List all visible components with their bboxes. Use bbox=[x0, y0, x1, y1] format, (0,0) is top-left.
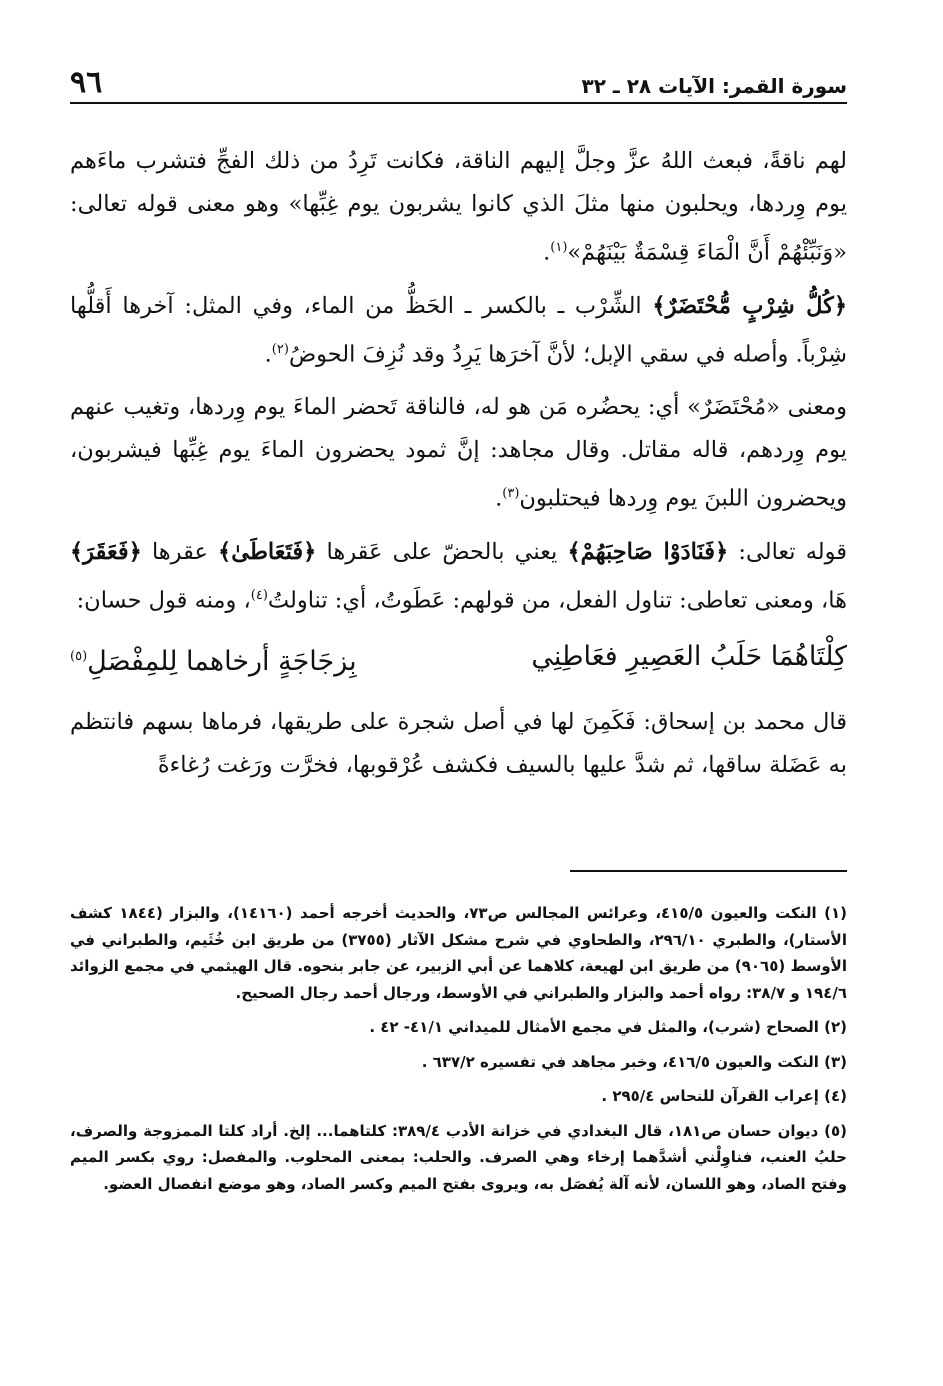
footnote-ref-3: (٣) bbox=[502, 486, 520, 501]
paragraph-4-text-b: يعني بالحضّ على عَقرها bbox=[316, 538, 568, 565]
main-text bbox=[70, 140, 847, 787]
footnote-ref-5: (٥) bbox=[70, 649, 88, 664]
punctuation: . bbox=[264, 341, 272, 367]
paragraph-2-text: الشِّرْب ـ بالكسر ـ الحَظُّ من الماء، وفي المثل: آخرها أَقلُّها شِرْباً. وأصله في سقي الإبل؛ لأنَّ آخرَها يَرِدُ وقد نُزِفَ الحوضُ bbox=[70, 292, 847, 367]
paragraph-4 bbox=[70, 531, 847, 623]
quran-quote: ﴿فَعَقَرَ﴾ bbox=[70, 538, 142, 565]
punctuation: . bbox=[543, 239, 551, 266]
quran-quote: ﴿كُلُّ شِرْبٍ مُّحْتَضَرٌ﴾ bbox=[652, 292, 848, 319]
verse-first-hemistich: كِلْتَاهُمَا حَلَبُ العَصِيرِ فعَاطِنِي bbox=[531, 641, 847, 672]
footnote-2: (٢) الصحاح (شرب)، والمثل في مجمع الأمثال للميداني ٤١/١- ٤٢ . bbox=[369, 1018, 847, 1036]
footnote-1: (١) النكت والعيون ٤١٥/٥، وعرائس المجالس ص٧٣، والحديث أخرجه أحمد (١٤١٦٠)، والبزار (١٨٤٤ كشف الأستار)، والطبري ٢٩٦/١٠، والطحاوي في شرح مشكل الآثار (٣٧٥٥) من طريق ابن خُثَيم، والطبراني في الأوسط (٩٠٦٥) من طريق ابن لهيعة، كلاهما عن أبي الزبير، عن جابر بنحوه. قال الهيثمي في مجمع الزوائد ١٩٤/٦ و ٣٨/٧: رواه أحمد والبزار والطبراني في الأوسط، ورجال أحمد رجال الصحيح. bbox=[70, 904, 848, 1002]
paragraph-2 bbox=[70, 285, 847, 377]
footnote-3: (٣) النكت والعيون ٤١٦/٥، وخبر مجاهد في تفسيره ٦٣٧/٢ . bbox=[421, 1052, 847, 1071]
paragraph-4-text-c: عقرها bbox=[141, 538, 219, 565]
paragraph-4-text-a: قوله تعالى: bbox=[728, 538, 848, 565]
footnote-5: (٥) ديوان حسان ص١٨١، قال البغدادي في خزانة الأدب ٣٨٩/٤: كلتاهما... إلخ. أراد كلتا الممزوجة والصرف، حلبُ العنب، فناوِلْني أشدَّهما إرخاء وهي الصرف. والحلب: بمعنى المحلوب. والمفصل: روي بكسر الميم وفتح الصاد، وهو اللسان، لأنه آلة يُفصَل به، ويروى بفتح الميم وكسر الصاد، وهو موضع انفصال العضو. bbox=[70, 1121, 847, 1193]
paragraph-1 bbox=[70, 140, 847, 275]
footnotes bbox=[70, 900, 847, 1205]
quran-quote: ﴿فَنَادَوْا صَاحِبَهُمْ﴾ bbox=[567, 538, 729, 565]
paragraph-3 bbox=[70, 386, 847, 521]
punctuation: . bbox=[495, 485, 503, 512]
running-title: سورة القمر: الآيات ٢٨ ـ ٣٢ bbox=[581, 74, 847, 98]
poetry-verse bbox=[70, 632, 847, 687]
footnote-ref-4: (٤) bbox=[250, 587, 268, 603]
page-header bbox=[70, 62, 847, 104]
verse-second-hemistich bbox=[70, 632, 357, 687]
paragraph-1-text: لهم ناقةً، فبعث اللهُ عزَّ وجلَّ إليهم الناقة، فكانت تَرِدُ من ذلك الفجِّ فتشرب ماءَهم يوم وِردها، ويحلبون منها مثلَ الذي كانوا يشربون يوم غِبِّها» وهو معنى قوله تعالى: «وَنَبِّئْهُمْ أَنَّ الْمَاءَ قِسْمَةٌ بَيْنَهُمْ» bbox=[70, 148, 847, 266]
paragraph-4-text-d: هَا، ومعنى تعاطى: تناول الفعل، من قولهم: عَطَوتُ، أي: تناولتُ bbox=[267, 587, 847, 613]
footnote-4: (٤) إعراب القرآن للنحاس ٢٩٥/٤ . bbox=[601, 1087, 847, 1105]
quran-quote: ﴿فَتَعَاطَىٰ﴾ bbox=[218, 538, 317, 565]
paragraph-3-text: ومعنى «مُحْتَضَرٌ» أي: يحضُره مَن هو له، فالناقة تَحضر الماءَ يوم وِردها، وتغيب عنهم يوم وِردهم، قاله مقاتل. وقال مجاهد: إنَّ ثمود يحضرون الماءَ يوم غِبِّها فيشربون، ويحضرون اللبنَ يوم وِردها فيحتلبون bbox=[70, 394, 847, 512]
page-number: ٩٦ bbox=[70, 65, 103, 100]
footnote-ref-1: (١) bbox=[550, 240, 568, 255]
footnote-divider bbox=[570, 870, 847, 872]
paragraph-5 bbox=[70, 701, 847, 787]
paragraph-5-text: قال محمد بن إسحاق: فَكَمِنَ لها في أصل شجرة على طريقها، فرماها بسهم فانتظم به عَضَلة ساقها، ثم شدَّ عليها بالسيف فكشف عُرْقوبها، فخرَّت ورَغت رُغاءةً bbox=[70, 709, 847, 778]
footnote-ref-2: (٢) bbox=[271, 341, 289, 357]
paragraph-4-text-e: ، ومنه قول حسان: bbox=[76, 587, 251, 613]
verse-second-text: بِزجَاجَةٍ أرخاهما لِلمِفْصَلِ bbox=[87, 646, 357, 677]
